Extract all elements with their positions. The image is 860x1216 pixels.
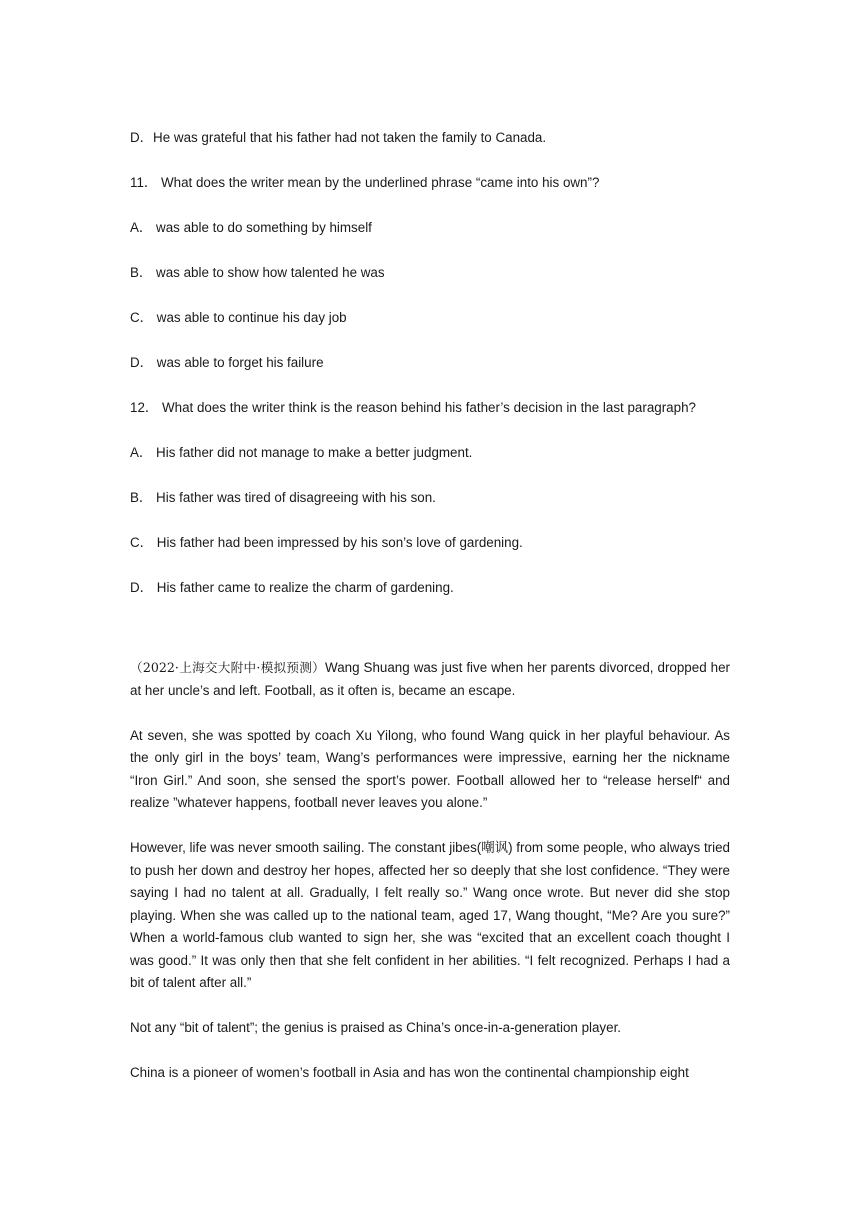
q11-option-d: D． was able to forget his failure bbox=[130, 355, 324, 370]
document-content bbox=[130, 127, 730, 1107]
q12-question: 12． What does the writer think is the reason behind his father’s decision in the last paragraph? bbox=[130, 400, 696, 415]
passage-paragraph-1 bbox=[130, 657, 730, 702]
passage-paragraph-3: However, life was never smooth sailing. The constant jibes(嘲讽) from some people, who always tried to push her down and destroy her hopes, affected her so deeply that she lost confidence. “They were saying I had no talent at all. Gradually, I felt really so.” Wang once wrote. But never did she stop playing. When she was called up to the national team, aged 17, Wang thought, “Me? Are you sure?” When a world-famous club wanted to sign her, she was “excited that an excellent coach thought I was good.” It was only then that she felt confident in her abilities. “I felt recognized. Perhaps I had a bit of talent after all.” bbox=[130, 840, 730, 990]
passage-source: （2022·上海交大附中·模拟预测） bbox=[130, 660, 326, 675]
q11-option-c: C． was able to continue his day job bbox=[130, 310, 347, 325]
q12-option-c: C． His father had been impressed by his son’s love of gardening. bbox=[130, 535, 523, 550]
q11-option-b: B． was able to show how talented he was bbox=[130, 265, 385, 280]
passage-paragraph-1-text: Wang Shuang was just five when her parents divorced, dropped her at her uncle’s and left. Football, as it often is, became an escape. bbox=[130, 660, 731, 698]
q12-option-b: B． His father was tired of disagreeing with his son. bbox=[130, 490, 436, 505]
q12-option-a: A． His father did not manage to make a better judgment. bbox=[130, 445, 473, 460]
q11-option-a: A． was able to do something by himself bbox=[130, 220, 372, 235]
passage-paragraph-4: Not any “bit of talent”; the genius is praised as China’s once-in-a-generation player. bbox=[130, 1020, 622, 1035]
q12-option-d: D． His father came to realize the charm of gardening. bbox=[130, 580, 454, 595]
q11-question: 11． What does the writer mean by the underlined phrase “came into his own”? bbox=[130, 175, 600, 190]
section-spacer bbox=[130, 622, 730, 657]
q10-option-d: D．He was grateful that his father had not taken the family to Canada. bbox=[130, 130, 547, 145]
passage-paragraph-5: China is a pioneer of women’s football in Asia and has won the continental championship eight bbox=[130, 1065, 689, 1080]
passage-paragraph-2: At seven, she was spotted by coach Xu Yilong, who found Wang quick in her playful behaviour. As the only girl in the boys’ team, Wang’s performances were impressive, earning her the nickname “Iron Girl.” And soon, she sensed the sport’s power. Football allowed her to “release herself“ and realize ”whatever happens, football never leaves you alone.” bbox=[130, 727, 730, 810]
